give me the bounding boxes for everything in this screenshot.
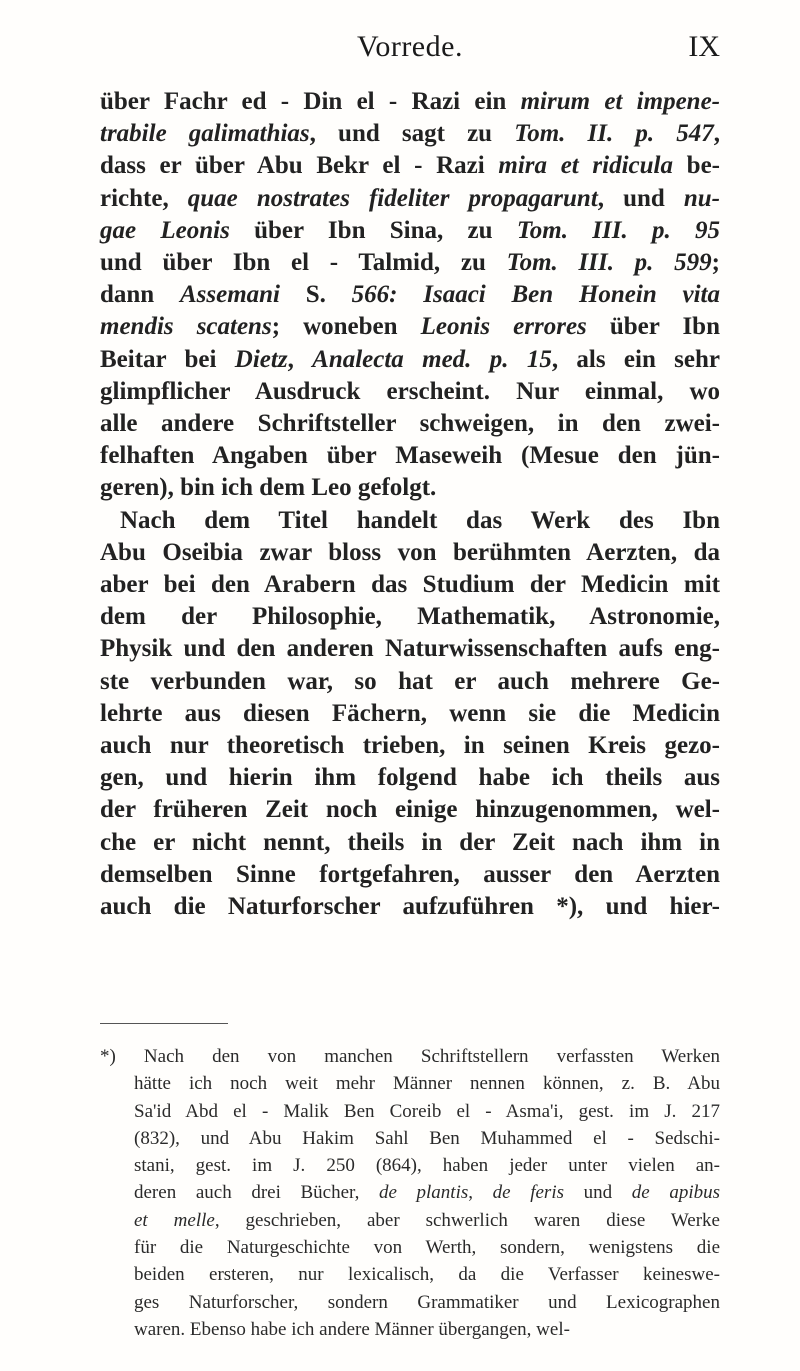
- footnote-line: waren. Ebenso habe ich andere Männer übergangen, wel-: [134, 1318, 570, 1340]
- footnote-divider: [100, 1023, 228, 1024]
- text-line: dem der Philosophie, Mathematik, Astronomie,: [100, 603, 720, 631]
- text-line: demselben Sinne fortgefahren, ausser den Aerzten: [100, 860, 720, 888]
- text-line: richte, quae nostrates fideliter propagarunt, und nu-: [100, 184, 720, 212]
- footnote-line: für die Naturgeschichte von Werth, sondern, wenigstens die: [134, 1237, 720, 1259]
- paragraph-start-line: Nach dem Titel handelt das Werk des Ibn: [120, 506, 720, 534]
- text-line: Abu Oseibia zwar bloss von berühmten Aerzten, da: [100, 538, 720, 566]
- text-line: Beitar bei Dietz, Analecta med. p. 15, als ein sehr: [100, 345, 720, 373]
- text-line: ste verbunden war, so hat er auch mehrere Ge-: [100, 667, 720, 695]
- text-line: und über Ibn el - Talmid, zu Tom. III. p. 599;: [100, 249, 720, 277]
- text-line: felhaften Angaben über Maseweih (Mesue den jün-: [100, 442, 720, 470]
- footnote-line: deren auch drei Bücher, de plantis, de feris und de apibus: [134, 1182, 720, 1204]
- text-line: che er nicht nennt, theils in der Zeit nach ihm in: [100, 828, 720, 856]
- text-line: auch nur theoretisch trieben, in seinen Kreis gezo-: [100, 732, 720, 760]
- footnote-line: (832), und Abu Hakim Sahl Ben Muhammed el - Sedschi-: [134, 1127, 720, 1149]
- text-line: dass er über Abu Bekr el - Razi mira et ridicula be-: [100, 152, 721, 180]
- text-line: geren), bin ich dem Leo gefolgt.: [100, 474, 437, 502]
- text-line: über Fachr ed - Din el - Razi ein mirum et impene-: [100, 88, 720, 115]
- text-line: alle andere Schriftsteller schweigen, in den zwei-: [100, 410, 720, 438]
- text-line: aber bei den Arabern das Studium der Medicin mit: [100, 571, 720, 599]
- text-line: Physik und den anderen Naturwissenschaften aufs eng-: [100, 635, 720, 663]
- footnote-line: et melle, geschrieben, aber schwerlich waren diese Werke: [134, 1209, 720, 1231]
- footnote-line: Sa'id Abd el - Malik Ben Coreib el - Asma'i, gest. im J. 217: [134, 1100, 720, 1122]
- footnote-line: beiden ersteren, nur lexicalisch, da die Verfasser keineswe-: [134, 1264, 720, 1286]
- text-line: gen, und hierin ihm folgend habe ich theils aus: [100, 764, 720, 792]
- text-line: lehrte aus diesen Fächern, wenn sie die Medicin: [100, 699, 720, 727]
- text-line: mendis scatens; woneben Leonis errores über Ibn: [100, 313, 720, 341]
- text-line: gae Leonis über Ibn Sina, zu Tom. III. p. 95: [100, 216, 721, 244]
- footnote-line: *) Nach den von manchen Schriftstellern verfassten Werken: [100, 1046, 720, 1067]
- main-text: [100, 86, 720, 923]
- footnote-line: stani, gest. im J. 250 (864), haben jeder unter vielen an-: [134, 1155, 720, 1177]
- footnote-line: hätte ich noch weit mehr Männer nennen können, z. B. Abu: [134, 1073, 720, 1095]
- footnote-line: ges Naturforscher, sondern Grammatiker und Lexicographen: [134, 1291, 720, 1313]
- running-head: [100, 30, 720, 70]
- footnote: [100, 1043, 720, 1343]
- text-line: der früheren Zeit noch einige hinzugenommen, wel-: [100, 796, 720, 824]
- page-number: IX: [688, 30, 720, 63]
- text-line: glimpflicher Ausdruck erscheint. Nur einmal, wo: [100, 377, 720, 405]
- text-line: auch die Naturforscher aufzuführen *), und hier-: [100, 893, 720, 921]
- text-line: trabile galimathias, und sagt zu Tom. II. p. 547,: [100, 120, 720, 148]
- text-line: dann Assemani S. 566: Isaaci Ben Honein vita: [100, 281, 720, 309]
- page-title: Vorrede.: [357, 30, 463, 63]
